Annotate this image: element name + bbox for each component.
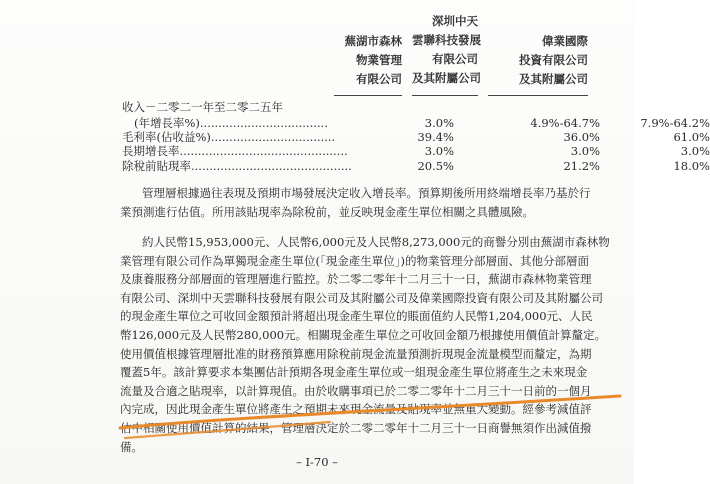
section-title-text: 收入－二零二一年至二零二五年 [122,100,283,114]
cell-value: 36.0% [563,130,600,144]
cell-value: 3.0% [424,144,454,158]
text-line: 業管理有限公司作為單獨現金產生單位(「現金產生單位」)的物業管理分部層面、其他分部層面 [120,253,589,268]
text-line: 及康養服務分部層面的管理層進行監控。於二零二零年十二月三十一日，蕪湖市森林物業管理 [120,272,592,287]
text-line: 內完成，因此現金產生單位將產生之預期未來現金流量及貼現率並無重大變動。經參考減值評 [120,402,592,417]
leader-dots: .............................................. [179,144,348,158]
header-line: 及其附屬公司 [519,72,588,86]
header-line: 深圳中天 [432,14,478,28]
header-line: 及其附屬公司 [412,71,481,85]
cell-value: 7.9%-64.2% [640,116,710,130]
text-line: 估中相關使用價值計算的結果，管理層決定於二零二零年十二月三十一日商譽無須作出減值撥 [120,420,592,435]
text-line: 流量及合適之貼現率，以計算現值。由於收購事項已於二零二零年十二月三十一日前的一個月 [120,383,592,398]
text-line: 覆蓋5年。該計算要求本集團估計預期各現金產生單位或一組現金產生單位將產生之未來現金 [120,365,588,380]
leader-dots: ................................... [199,116,328,130]
leader-dots: .................................. [210,130,336,144]
cell-value: 20.5% [417,159,454,173]
header-line: 有限公司 [356,72,402,86]
page-number: – I-70 – [296,455,338,469]
cell-value: 3.0% [424,116,454,130]
cell-value: 18.0% [673,159,710,173]
header-line: 物業管理 [356,53,402,67]
text-line: 業預測進行估值。所用該貼現率為除稅前，並反映現金產生單位相關之具體風險。 [120,205,534,219]
text-line: 的現金產生單位之可收回金額預計將超出現金產生單位的賬面值約人民幣1,204,000元、人民 [120,309,593,324]
row-label-text: 除稅前貼現率 [122,159,191,173]
header-line: 投資有限公司 [519,53,588,67]
row-label-text: 毛利率(佔收益%) [122,130,211,144]
leader-dots: ............................................ [191,159,352,173]
header-line: 有限公司 [432,52,478,66]
header-line: 偉業國際 [542,34,588,48]
cell-value: 3.0% [570,144,600,158]
cell-value: 61.0% [673,130,710,144]
highlight-stroke [120,396,620,428]
text-line: 管理層根據過往表現及預期市場發展決定收入增長率。預算期後所用終端增長率乃基於行 [142,186,591,200]
text-line: 幣126,000元及人民幣280,000元。相關現金產生單位之可收回金額乃根據使用價值計算釐定。 [120,327,607,342]
cell-value: 3.0% [680,144,710,158]
text-line: 約人民幣15,953,000元、人民幣6,000元及人民幣8,273,000元的商譽分別由蕪湖市森林物 [142,235,610,249]
row-label-text: 長期增長率 [122,144,180,158]
cell-value: 4.9%-64.7% [530,116,600,130]
text-line: 有限公司、深圳中天雲聯科技發展有限公司及其附屬公司及偉業國際投資有限公司及其附屬公司 [120,290,603,305]
text-line: 備。 [120,439,143,454]
header-line: 蕪湖市森林 [344,34,402,48]
cell-value: 21.2% [563,159,600,173]
text-line: 使用價值根據管理層批准的財務預算應用除稅前現金流量預測折現現金流量模型而釐定，為期 [120,346,592,361]
header-line: 雲聯科技發展 [412,33,481,47]
cell-value: 39.4% [417,130,454,144]
row-label-text: (年增長率%) [134,116,200,130]
